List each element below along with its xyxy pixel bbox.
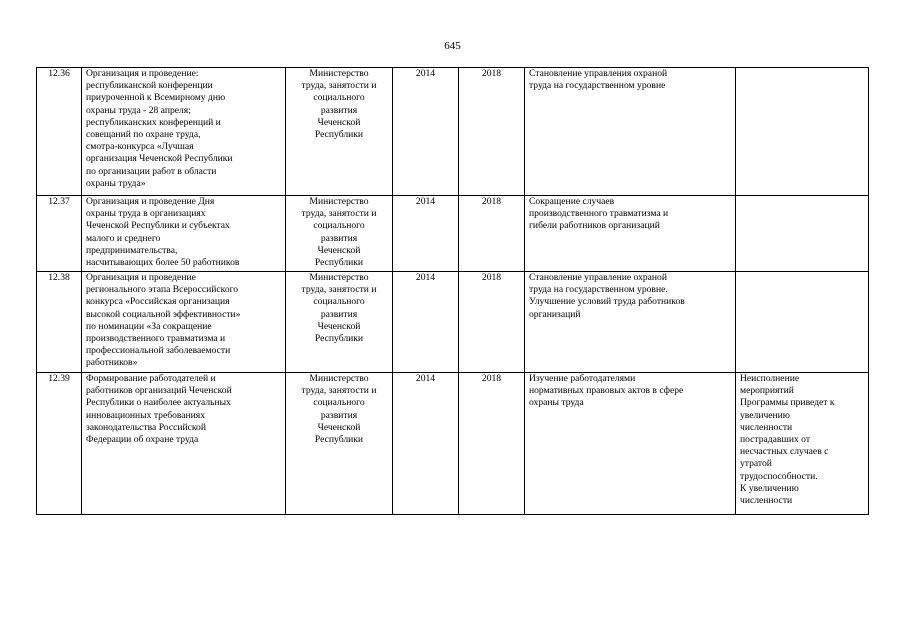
consequences-cell-line: трудоспособности. [740, 470, 818, 482]
measure-name-cell-line: республиканских конференций и [86, 116, 221, 128]
measure-name-cell [82, 196, 286, 272]
expected-result-cell [525, 373, 736, 515]
measure-name-cell-line: конкурса «Российская организация [86, 296, 230, 308]
end-year-cell: 2018 [459, 373, 525, 515]
consequences-cell [736, 272, 869, 373]
end-year-cell: 2018 [459, 272, 525, 373]
consequences-cell-line: численности [740, 421, 793, 433]
start-year-cell: 2014 [393, 68, 459, 196]
measure-name-cell-line: организация Чеченской Республики [86, 153, 233, 165]
executor-cell-line: труда, занятости и [301, 385, 377, 397]
executor-cell-line: Чеченской [317, 116, 361, 128]
executor-cell-line: Чеченской [317, 244, 361, 256]
measure-name-cell-line: Чеченской Республики и субъектах [86, 220, 230, 232]
executor-cell-line: труда, занятости и [301, 208, 377, 220]
expected-result-cell [525, 196, 736, 272]
measure-name-cell-line: смотра-конкурса «Лучшая [86, 141, 194, 153]
executor-cell-line: развития [320, 104, 358, 116]
end-year-cell: 2018 [459, 68, 525, 196]
expected-result-cell-line: труда на государственном уровне. [529, 284, 668, 296]
start-year-cell: 2014 [393, 373, 459, 515]
executor-cell-line: Республики [314, 333, 364, 345]
measure-name-cell-line: Организация и проведение: [86, 68, 199, 79]
executor-cell [286, 196, 393, 272]
expected-result-cell-line: организаций [529, 308, 581, 320]
executor-cell-line: Чеченской [317, 421, 361, 433]
executor-cell-line: Республики [314, 434, 364, 446]
executor-cell-line: труда, занятости и [301, 284, 377, 296]
executor-cell-line: развития [320, 308, 358, 320]
expected-result-cell-line: нормативных правовых актов в сфере [529, 385, 684, 397]
measure-name-cell-line: предпринимательства, [86, 244, 178, 256]
executor-cell-line: социального [313, 220, 365, 232]
measure-name-cell-line: насчитывающих более 50 работников [86, 257, 240, 269]
expected-result-cell-line: охраны труда [529, 397, 584, 409]
executor-cell [286, 272, 393, 373]
measure-name-cell-line: приуроченной к Всемирному дню [86, 92, 226, 104]
measure-name-cell-line: республиканской конференции [86, 80, 213, 92]
measure-name-cell-line: профессиональной заболеваемости [86, 345, 231, 357]
measure-name-cell-line: малого и среднего [86, 232, 161, 244]
executor-cell [286, 68, 393, 196]
measure-name-cell-line: регионального этапа Всероссийского [86, 284, 239, 296]
consequences-cell [736, 68, 869, 196]
consequences-cell-line: мероприятий [740, 385, 794, 397]
consequences-cell-line: Неисполнение [740, 373, 800, 384]
executor-cell-line: Республики [314, 129, 364, 141]
measure-name-cell-line: высокой социальной эффективности» [86, 308, 241, 320]
executor-cell-line: Республики [314, 257, 364, 269]
expected-result-cell-line: Улучшение условий труда работников [529, 296, 685, 308]
table-row [37, 373, 869, 515]
table-row [37, 272, 869, 373]
executor-cell-line: Министерство [309, 196, 369, 207]
measure-name-cell-line: Федерации об охране труда [86, 434, 199, 446]
table-row [37, 196, 869, 272]
measure-name-cell-line: по организации работ в области [86, 165, 217, 177]
executor-cell-line: Министерство [309, 68, 369, 79]
measure-name-cell-line: производственного травматизма и [86, 333, 226, 345]
row-number-cell: 12.36 [37, 68, 82, 196]
start-year-cell: 2014 [393, 272, 459, 373]
expected-result-cell-line: труда на государственном уровне [529, 80, 666, 92]
consequences-cell-line: Программы приведет к [740, 397, 835, 409]
measure-name-cell-line: работников организаций Чеченской [86, 385, 232, 397]
measure-name-cell [82, 373, 286, 515]
measure-name-cell-line: работников» [86, 357, 138, 369]
page-number: 645 [444, 40, 461, 52]
executor-cell [286, 373, 393, 515]
measure-name-cell-line: Организация и проведение [86, 272, 196, 283]
measure-name-cell-line: инновационных требованиях [86, 409, 206, 421]
executor-cell-line: Министерство [309, 373, 369, 384]
measure-name-cell-line: охраны труда - 28 апреля; [86, 104, 191, 116]
measure-name-cell-line: законодательства Российской [86, 421, 206, 433]
start-year-cell: 2014 [393, 196, 459, 272]
measure-name-cell-line: Формирование работодателей и [86, 373, 216, 384]
expected-result-cell-line: Сокращение случаев [529, 196, 615, 207]
executor-cell-line: развития [320, 232, 358, 244]
measure-name-cell-line: Организация и проведение Дня [86, 196, 215, 207]
executor-cell-line: труда, занятости и [301, 80, 377, 92]
measure-name-cell-line: Республики о наиболее актуальных [86, 397, 231, 409]
row-number-cell: 12.39 [37, 373, 82, 515]
consequences-cell-line: увеличению [740, 409, 790, 421]
row-number-cell: 12.38 [37, 272, 82, 373]
expected-result-cell-line: Становление управление охраной [529, 272, 667, 283]
executor-cell-line: Чеченской [317, 320, 361, 332]
consequences-cell-line: К увеличению [740, 482, 799, 494]
consequences-cell-line: численности [740, 495, 793, 507]
table-row [37, 68, 869, 196]
expected-result-cell-line: гибели работников организаций [529, 220, 660, 232]
executor-cell-line: социального [313, 92, 365, 104]
consequences-cell-line: пострадавших от [740, 434, 811, 446]
executor-cell-line: Министерство [309, 272, 369, 283]
executor-cell-line: развития [320, 409, 358, 421]
measure-name-cell [82, 68, 286, 196]
expected-result-cell [525, 272, 736, 373]
measure-name-cell-line: по номинации «За сокращение [86, 320, 212, 332]
measure-name-cell-line: охраны труда в организациях [86, 208, 206, 220]
expected-result-cell-line: Становление управления охраной [529, 68, 668, 79]
measures-table [36, 67, 869, 515]
measure-name-cell [82, 272, 286, 373]
row-number-cell: 12.37 [37, 196, 82, 272]
measure-name-cell-line: охраны труда» [86, 177, 146, 189]
expected-result-cell [525, 68, 736, 196]
consequences-cell-line: несчастных случаев с [740, 446, 829, 458]
consequences-cell [736, 373, 869, 515]
consequences-cell-line: утратой [740, 458, 772, 470]
consequences-cell [736, 196, 869, 272]
measure-name-cell-line: совещаний по охране труда, [86, 129, 201, 141]
end-year-cell: 2018 [459, 196, 525, 272]
executor-cell-line: социального [313, 397, 365, 409]
expected-result-cell-line: производственного травматизма и [529, 208, 669, 220]
expected-result-cell-line: Изучение работодателями [529, 373, 636, 384]
executor-cell-line: социального [313, 296, 365, 308]
